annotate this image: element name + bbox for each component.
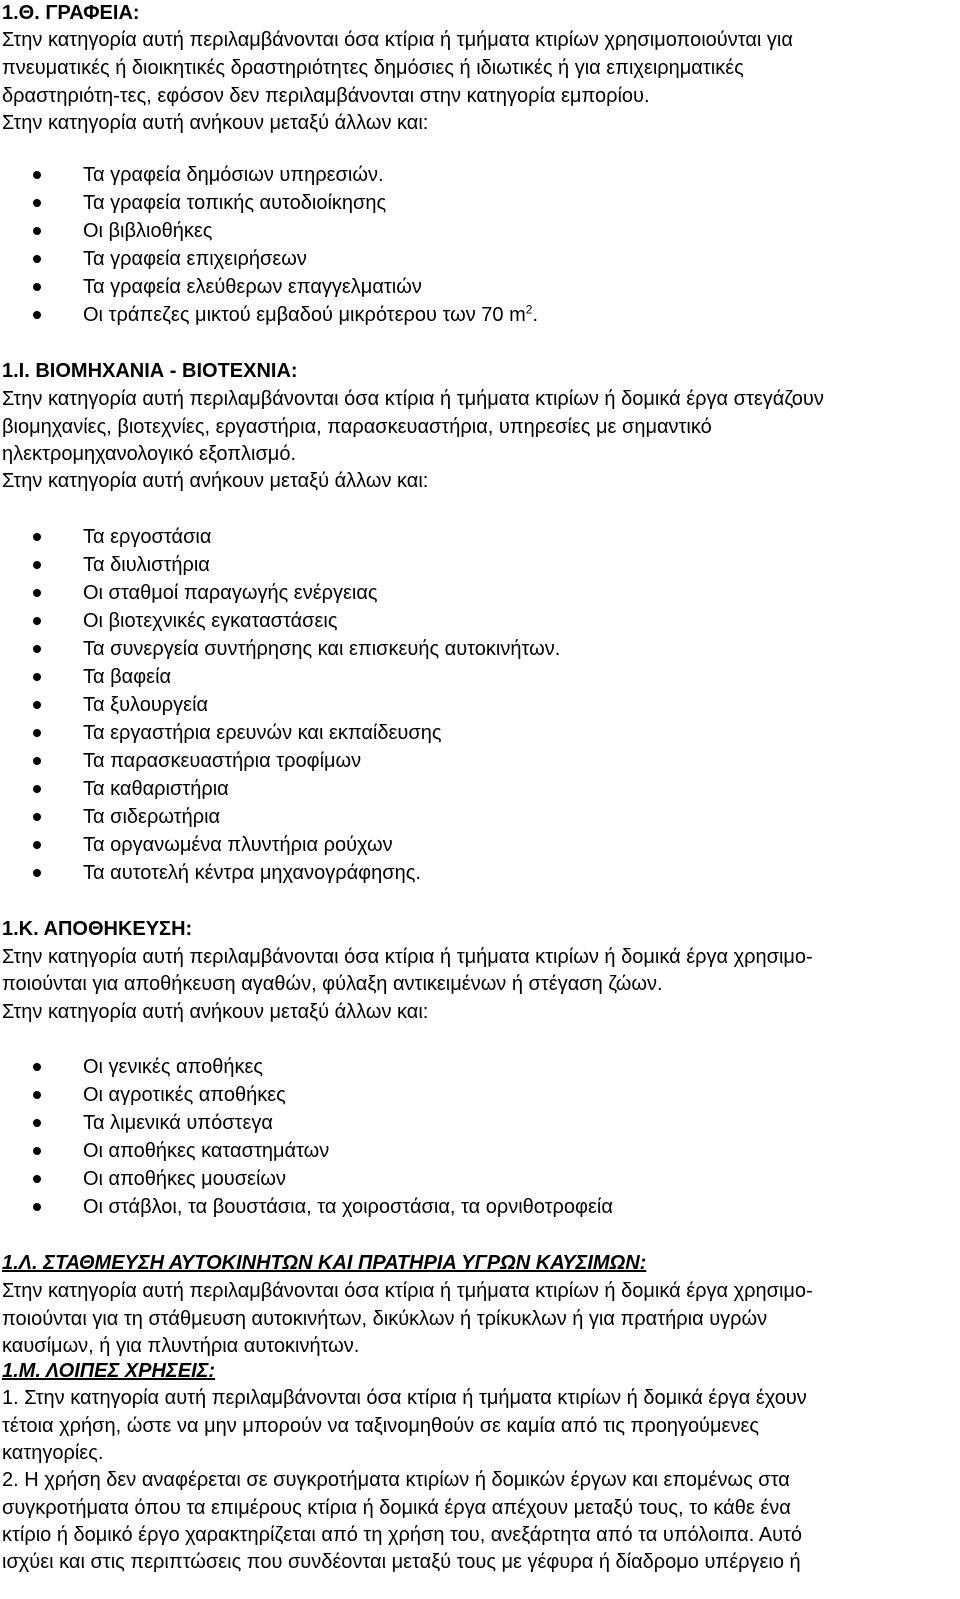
bullet-icon <box>33 561 41 569</box>
bullet-icon <box>33 255 41 263</box>
bullet-icon <box>33 841 41 849</box>
paragraph-line: κατηγορίες. <box>2 1442 104 1464</box>
paragraph-line: 2. Η χρήση δεν αναφέρεται σε συγκροτήματα κτιρίων ή δομικών έργων και επομένως στα <box>2 1469 790 1491</box>
bullet-icon <box>33 199 41 207</box>
bullet-icon <box>33 869 41 877</box>
section-heading-parking: 1.Λ. ΣΤΑΘΜΕΥΣΗ ΑΥΤΟΚΙΝΗΤΩΝ ΚΑΙ ΠΡΑΤΗΡΙΑ ΥΓΡΩΝ ΚΑΥΣΙΜΩΝ: <box>2 1252 647 1274</box>
paragraph-line: ποιούνται για αποθήκευση αγαθών, φύλαξη αντικειμένων ή στέγαση ζώων. <box>2 973 663 995</box>
paragraph-line: ηλεκτρομηχανολογικό εξοπλισμό. <box>2 443 297 465</box>
bullet-icon <box>33 729 41 737</box>
bullet-icon <box>33 617 41 625</box>
bullet-icon <box>33 1119 41 1127</box>
bullet-icon <box>33 1063 41 1071</box>
paragraph-line: συγκροτήματα όπου τα επιμέρους κτίρια ή δομικά έργα απέχουν μεταξύ τους, το κάθε ένα <box>2 1497 791 1519</box>
section-heading-other: 1.Μ. ΛΟΙΠΕΣ ΧΡΗΣΕΙΣ: <box>2 1360 216 1382</box>
paragraph-line: τέτοια χρήση, ώστε να μην μπορούν να ταξινομηθούν σε καμία από τις προηγούμενες <box>2 1415 759 1437</box>
paragraph-line: δραστηριότη-τες, εφόσον δεν περιλαμβάνονται στην κατηγορία εμπορίου. <box>2 85 650 107</box>
paragraph-line: ποιούνται για τη στάθμευση αυτοκινήτων, δικύκλων ή τρίκυκλων ή για πρατήρια υγρών <box>2 1308 768 1330</box>
bullet-icon <box>33 311 41 319</box>
bullet-icon <box>33 785 41 793</box>
paragraph-line: Στην κατηγορία αυτή περιλαμβάνονται όσα κτίρια ή τμήματα κτιρίων ή δομικά έργα χρησιμο- <box>2 946 813 968</box>
bullet-icon <box>33 1147 41 1155</box>
bullet-icon <box>33 757 41 765</box>
bullet-icon <box>33 1175 41 1183</box>
section-heading-offices: 1.Θ. ΓΡΑΦΕΙΑ: <box>2 2 140 24</box>
bullet-icon <box>33 533 41 541</box>
section-heading-storage: 1.Κ. ΑΠΟΘΗΚΕΥΣΗ: <box>2 918 193 940</box>
paragraph-line: Στην κατηγορία αυτή ανήκουν μεταξύ άλλων και: <box>2 470 429 492</box>
bullet-icon <box>33 673 41 681</box>
paragraph-line: Στην κατηγορία αυτή περιλαμβάνονται όσα κτίρια ή τμήματα κτιρίων ή δομικά έργα στεγάζουν <box>2 388 824 410</box>
paragraph-line: καυσίμων, ή για πλυντήρια αυτοκινήτων. <box>2 1335 360 1357</box>
superscript: 2 <box>525 302 533 317</box>
bullet-icon <box>33 283 41 291</box>
paragraph-line: βιομηχανίες, βιοτεχνίες, εργαστήρια, παρασκευαστήρια, υπηρεσίες με σημαντικό <box>2 416 712 438</box>
document-page: 1.Θ. ΓΡΑΦΕΙΑ: Στην κατηγορία αυτή περιλαμβάνονται όσα κτίρια ή τμήματα κτιρίων χρησιμοποιούνται για πνευματικές ή διοικητικές δραστηριότητες δημόσιες ή ιδιωτικές ή για επιχειρηματικές δραστηριότη-τες, εφόσον δεν περιλαμβάνονται στην κατηγορία εμπορίου. Στην κατηγορία αυτή ανήκουν μεταξύ άλλων και: Τα γραφεία δημόσιων υπηρεσιών. Τα γραφεία τοπικής αυτοδιοίκησης Οι βιβλιοθήκες Τα γραφεία επιχειρήσεων Τα γραφεία ελεύθερων επαγγελματιών Οι τράπεζες μικτού εμβαδού μικρότερου των 70 $m^2$. 1.Ι. ΒΙΟΜΗΧΑΝΙΑ - ΒΙΟΤΕΧΝΙΑ: Στην κατηγορία αυτή περιλαμβάνονται όσα κτίρια ή τμήματα κτιρίων ή δομικά έργα στεγάζουν βιομηχανίες, βιοτεχνίες, εργαστήρια, παρασκευαστήρια, υπηρεσίες με σημαντικό ηλεκτρομηχανολογικό εξοπλισμό. Στην κατηγορία αυτή ανήκουν μεταξύ άλλων και: Τα εργοστάσια Τα διυλιστήρια Οι σταθμοί παραγωγής ενέργειας Οι βιοτεχνικές εγκαταστάσεις Τα συνεργεία συντήρησης και επισκευής αυτοκινήτων. Τα βαφεία Τα ξυλουργεία Τα εργαστήρια ερευνών και εκπαίδευσης Τα παρασκευαστήρια τροφίμων Τα καθαριστήρια Τα σιδερωτήρια Τα οργανωμένα πλυντήρια ρούχων Τα αυτοτελή κέντρα μηχανογράφησης. 1.Κ. ΑΠΟΘΗΚΕΥΣΗ: Στην κατηγορία αυτή περιλαμβάνονται όσα κτίρια ή τμήματα κτιρίων ή δομικά έργα χρησιμο- ποιούνται για αποθήκευση αγαθών, φύλαξη αντικειμένων ή στέγαση ζώων. Στην κατηγορία αυτή ανήκουν μεταξύ άλλων και: Οι γενικές αποθήκες Οι αγροτικές αποθήκες Τα λιμενικά υπόστεγα Οι αποθήκες καταστημάτων Οι αποθήκες μουσείων Οι στάβλοι, τα βουστάσια, τα χοιροστάσια, τα ορνιθοτροφεία 1.Λ. ΣΤΑΘΜΕΥΣΗ ΑΥΤΟΚΙΝΗΤΩΝ ΚΑΙ ΠΡΑΤΗΡΙΑ ΥΓΡΩΝ ΚΑΥΣΙΜΩΝ: Στην κατηγορία αυτή περιλαμβάνονται όσα κτίρια ή τμήματα κτιρίων ή δομικά έργα χρησιμο- ποιούνται για τη στάθμευση αυτοκινήτων, δικύκλων ή τρίκυκλων ή για πρατήρια υγρών καυσίμων, ή για πλυντήρια αυτοκινήτων. 1.Μ. ΛΟΙΠΕΣ ΧΡΗΣΕΙΣ: 1. Στην κατηγορία αυτή περιλαμβάνονται όσα κτίρια ή τμήματα κτιρίων ή δομικά έργα έχουν τέτοια χρήση, ώστε να μην μπορούν να ταξινομηθούν σε καμία από τις προηγούμενες κατηγορίες. 2. Η χρήση δεν αναφέρεται σε συγκροτήματα κτιρίων ή δομικών έργων και επομένως στα συγκροτήματα όπου τα επιμέρους κτίρια ή δομικά έργα απέχουν μεταξύ τους, το κάθε ένα κτίριο ή δομικό έργο χαρακτηρίζεται από τη χρήση του, ανεξάρτητα από τα υπόλοιπα. Αυτό ισχύει και στις περιπτώσεις που συνδέονται μεταξύ τους με γέφυρα ή δίαδρομο υπέργειο ή <box>0 0 960 1599</box>
paragraph-line: Στην κατηγορία αυτή ανήκουν μεταξύ άλλων και: <box>2 112 429 134</box>
bullet-icon <box>33 701 41 709</box>
paragraph-line: Στην κατηγορία αυτή περιλαμβάνονται όσα κτίρια ή τμήματα κτιρίων χρησιμοποιούνται για <box>2 29 793 51</box>
paragraph-line: ισχύει και στις περιπτώσεις που συνδέονται μεταξύ τους με γέφυρα ή δίαδρομο υπέργειο ή <box>2 1551 801 1573</box>
bullet-icon <box>33 645 41 653</box>
bullet-icon <box>33 813 41 821</box>
paragraph-line: Στην κατηγορία αυτή περιλαμβάνονται όσα κτίρια ή τμήματα κτιρίων ή δομικά έργα χρησιμο- <box>2 1280 813 1302</box>
section-heading-industry: 1.Ι. ΒΙΟΜΗΧΑΝΙΑ - ΒΙΟΤΕΧΝΙΑ: <box>2 360 298 382</box>
bullet-icon <box>33 171 41 179</box>
bullet-icon <box>33 227 41 235</box>
paragraph-line: κτίριο ή δομικό έργο χαρακτηρίζεται από τη χρήση του, ανεξάρτητα από τα υπόλοιπα. Αυτό <box>2 1524 803 1546</box>
paragraph-line: 1. Στην κατηγορία αυτή περιλαμβάνονται όσα κτίρια ή τμήματα κτιρίων ή δομικά έργα έχουν <box>2 1387 807 1409</box>
bullet-icon <box>33 1203 41 1211</box>
paragraph-line: Στην κατηγορία αυτή ανήκουν μεταξύ άλλων και: <box>2 1001 429 1023</box>
bullet-icon <box>33 589 41 597</box>
bullet-icon <box>33 1091 41 1099</box>
paragraph-line: πνευματικές ή διοικητικές δραστηριότητες δημόσιες ή ιδιωτικές ή για επιχειρηματικές <box>2 57 744 79</box>
